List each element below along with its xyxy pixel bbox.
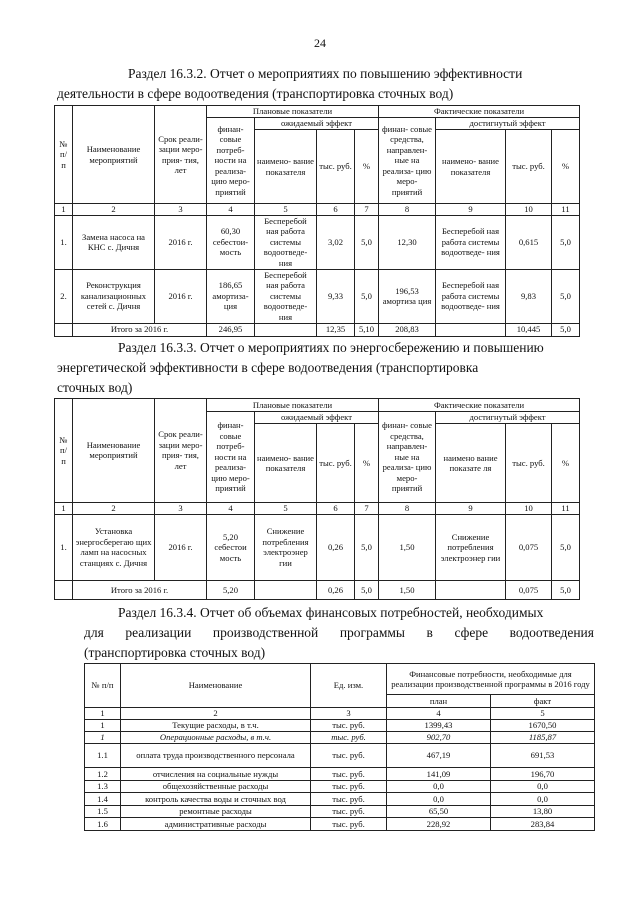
col-number: 11: [552, 502, 580, 514]
page-number: 24: [314, 36, 326, 50]
row-unit: тыс. руб.: [311, 805, 387, 818]
header-expected-effect: ожидаемый эффект: [255, 411, 379, 424]
table-row: [85, 780, 595, 793]
total-fin-funds: 1,50: [379, 580, 436, 599]
col-number: 7: [355, 204, 379, 216]
col-number: 4: [207, 204, 255, 216]
header-indicator-name: наимено- вание показателя: [255, 130, 317, 204]
row-rub: 9,33: [317, 269, 355, 323]
col-number: 8: [379, 502, 436, 514]
row-fact: 0,0: [491, 780, 595, 793]
row-name: Установка энергосберегаю щих ламп на насосных станциях с. Дичня: [73, 515, 155, 581]
col-number: 5: [255, 204, 317, 216]
table-row: [85, 768, 595, 781]
table-row: [55, 515, 580, 581]
row-no: 1: [85, 732, 121, 744]
row-achieved-effect: Бесперебой ная работа системы водоотведе- ния: [436, 269, 506, 323]
row-unit: тыс. руб.: [311, 818, 387, 831]
header-actual: Фактические показатели: [379, 399, 580, 412]
row-plan: 228,92: [387, 818, 491, 831]
row-fact: 1185,87: [491, 732, 595, 744]
row-pct-actual: 5,0: [552, 515, 580, 581]
row-year: 2016 г.: [155, 515, 207, 581]
row-fin-need: 5,20 себестои мость: [207, 515, 255, 581]
row-plan: 467,19: [387, 744, 491, 768]
total-fin-need: 246,95: [207, 323, 255, 336]
table-row: [85, 744, 595, 768]
col-number: 3: [155, 204, 207, 216]
section2-heading-line1: Раздел 16.3.3. Отчет о мероприятиях по энергосбережению и повышению: [118, 340, 544, 355]
row-no: 1.1: [85, 744, 121, 768]
row-year: 2016 г.: [155, 269, 207, 323]
header-percent: %: [355, 424, 379, 502]
header-name: Наименование мероприятий: [73, 399, 155, 503]
section1-heading-line1: Раздел 16.3.2. Отчет о мероприятиях по повышению эффективности: [128, 66, 523, 81]
total-fin-funds: 208,83: [379, 323, 436, 336]
col-number: 5: [491, 707, 595, 719]
col-number: 8: [379, 204, 436, 216]
row-no: 1.: [55, 515, 73, 581]
header-no: № п/ п: [55, 399, 73, 503]
row-fact: 1670,50: [491, 720, 595, 732]
row-fact: 283,84: [491, 818, 595, 831]
row-unit: тыс. руб.: [311, 732, 387, 744]
row-plan: 141,09: [387, 768, 491, 781]
total-rub-actual: 10,445: [506, 323, 552, 336]
header-name: Наименование: [121, 664, 311, 708]
total-label: Итого за 2016 г.: [73, 323, 207, 336]
row-fin-need: 60,30 себестои- мость: [207, 215, 255, 269]
row-no: 1.4: [85, 793, 121, 806]
row-fin-need: 186,65 амортиза- ция: [207, 269, 255, 323]
row-plan: 0,0: [387, 793, 491, 806]
row-pct: 5,0: [355, 215, 379, 269]
total-rub: 12,35: [317, 323, 355, 336]
total-rub-actual: 0,075: [506, 580, 552, 599]
col-number: 2: [121, 707, 311, 719]
header-percent-actual: %: [552, 130, 580, 204]
row-plan: 65,50: [387, 805, 491, 818]
total-row: [55, 323, 580, 336]
total-row: [55, 580, 580, 599]
header-unit: Ед. изм.: [311, 664, 387, 708]
row-fin-funds: 196,53 амортиза ция: [379, 269, 436, 323]
row-rub: 0,26: [317, 515, 355, 581]
row-achieved-effect: Снижение потребления электроэнер гии: [436, 515, 506, 581]
row-expected-effect: Бесперебой ная работа системы водоотведе- ния: [255, 269, 317, 323]
header-thousand-rub-actual: тыс. руб.: [506, 424, 552, 502]
table-row: [85, 720, 595, 732]
row-no: 1.6: [85, 818, 121, 831]
row-fact: 13,80: [491, 805, 595, 818]
row-rub: 3,02: [317, 215, 355, 269]
row-no: 2.: [55, 269, 73, 323]
header-name: Наименование мероприятий: [73, 106, 155, 204]
section2-table: [54, 398, 580, 600]
total-pct-actual: 5,0: [552, 323, 580, 336]
row-pct: 5,0: [355, 269, 379, 323]
table-row: [55, 269, 580, 323]
row-no: 1.2: [85, 768, 121, 781]
section3-table: [84, 663, 595, 831]
row-pct-actual: 5,0: [552, 269, 580, 323]
row-unit: тыс. руб.: [311, 768, 387, 781]
header-achieved-effect: достигнутый эффект: [436, 118, 580, 130]
row-expected-effect: Снижение потребления электроэнер гии: [255, 515, 317, 581]
row-rub-actual: 0,615: [506, 215, 552, 269]
col-number: 1: [55, 204, 73, 216]
col-number: 6: [317, 502, 355, 514]
header-thousand-rub: тыс. руб.: [317, 424, 355, 502]
section3-heading-line3: (транспортировка сточных вод): [84, 645, 266, 660]
row-pct: 5,0: [355, 515, 379, 581]
row-year: 2016 г.: [155, 215, 207, 269]
col-number: 11: [552, 204, 580, 216]
row-name: отчисления на социальные нужды: [121, 768, 311, 781]
header-financial-needs: Финансовые потребности, необходимые для реализации производственной программы в 2016 году: [387, 664, 595, 695]
total-pct: 5,0: [355, 580, 379, 599]
header-thousand-rub-actual: тыс. руб.: [506, 130, 552, 204]
row-name: ремонтные расходы: [121, 805, 311, 818]
header-thousand-rub: тыс. руб.: [317, 130, 355, 204]
section1-heading-line2: деятельности в сфере водоотведения (транспортировка сточных вод): [57, 86, 454, 101]
total-pct-actual: 5,0: [552, 580, 580, 599]
header-no: № п/ п: [55, 106, 73, 204]
total-fin-need: 5,20: [207, 580, 255, 599]
col-number: 6: [317, 204, 355, 216]
total-pct: 5,10: [355, 323, 379, 336]
row-plan: 0,0: [387, 780, 491, 793]
header-fin-need: финан- совые потреб- ности на реализа- цию меро- приятий: [207, 411, 255, 502]
header-achieved-effect: достигнутый эффект: [436, 411, 580, 424]
row-unit: тыс. руб.: [311, 780, 387, 793]
row-achieved-effect: Бесперебой ная работа системы водоотведе- ния: [436, 215, 506, 269]
header-fin-funds: финан- совые средства, направлен- ные на реализа- цию меро- приятий: [379, 118, 436, 204]
header-fin-need: финан- совые потреб- ности на реализа- цию меро- приятий: [207, 118, 255, 204]
col-number: 7: [355, 502, 379, 514]
section3-heading-line2: для реализации производственной программы в сфере водоотведения: [84, 625, 594, 640]
table-row: [85, 805, 595, 818]
header-percent: %: [355, 130, 379, 204]
col-number: 2: [73, 502, 155, 514]
row-name: Операционные расходы, в т.ч.: [121, 732, 311, 744]
row-no: 1.: [55, 215, 73, 269]
header-fact: факт: [491, 695, 595, 708]
row-no: 1: [85, 720, 121, 732]
section3-heading-line1: Раздел 16.3.4. Отчет об объемах финансовых потребностей, необходимых: [118, 605, 544, 620]
header-indicator-name: наимено- вание показателя: [255, 424, 317, 502]
row-expected-effect: Бесперебой ная работа системы водоотведе- ния: [255, 215, 317, 269]
col-number: 10: [506, 502, 552, 514]
col-number: 10: [506, 204, 552, 216]
row-name: контроль качества воды и сточных вод: [121, 793, 311, 806]
section2-heading-line3: сточных вод): [57, 380, 133, 395]
row-unit: тыс. руб.: [311, 744, 387, 768]
header-planned: Плановые показатели: [207, 399, 379, 412]
section1-table: [54, 105, 580, 337]
row-name: оплата труда производственного персонала: [121, 744, 311, 768]
col-number: 4: [207, 502, 255, 514]
row-unit: тыс. руб.: [311, 793, 387, 806]
col-number: 3: [311, 707, 387, 719]
total-label: Итого за 2016 г.: [73, 580, 207, 599]
row-name: Замена насоса на КНС с. Дичня: [73, 215, 155, 269]
col-number: 2: [73, 204, 155, 216]
header-term: Срок реали- зации меро- прия- тия, лет: [155, 399, 207, 503]
header-indicator-name-actual: наимено- вание показателя: [436, 130, 506, 204]
row-name: Реконструкция канализационных сетей с. Дичня: [73, 269, 155, 323]
col-number: 1: [85, 707, 121, 719]
row-fact: 0,0: [491, 793, 595, 806]
header-no: № п/п: [85, 664, 121, 708]
row-plan: 902,70: [387, 732, 491, 744]
row-rub-actual: 0,075: [506, 515, 552, 581]
header-fin-funds: финан- совые средства, направлен- ные на реализа- цию меро- приятий: [379, 411, 436, 502]
col-number: 9: [436, 204, 506, 216]
row-fin-funds: 1,50: [379, 515, 436, 581]
row-plan: 1399,43: [387, 720, 491, 732]
row-fact: 196,70: [491, 768, 595, 781]
section2-heading-line2: энергетической эффективности в сфере водоотведения (транспортировка: [57, 360, 479, 375]
row-name: общехозяйственные расходы: [121, 780, 311, 793]
col-number: 3: [155, 502, 207, 514]
table-row: [55, 215, 580, 269]
row-name: административные расходы: [121, 818, 311, 831]
row-pct-actual: 5,0: [552, 215, 580, 269]
header-expected-effect: ожидаемый эффект: [255, 118, 379, 130]
col-number: 1: [55, 502, 73, 514]
header-plan: план: [387, 695, 491, 708]
row-unit: тыс. руб.: [311, 720, 387, 732]
col-number: 5: [255, 502, 317, 514]
row-fact: 691,53: [491, 744, 595, 768]
row-name: Текущие расходы, в т.ч.: [121, 720, 311, 732]
header-actual: Фактические показатели: [379, 106, 580, 118]
row-fin-funds: 12,30: [379, 215, 436, 269]
row-no: 1.5: [85, 805, 121, 818]
table-row: [85, 818, 595, 831]
header-indicator-name-actual: наимено вание показате ля: [436, 424, 506, 502]
table-row: [85, 793, 595, 806]
total-rub: 0,26: [317, 580, 355, 599]
col-number: 4: [387, 707, 491, 719]
header-term: Срок реали- зации меро- прия- тия, лет: [155, 106, 207, 204]
col-number: 9: [436, 502, 506, 514]
header-planned: Плановые показатели: [207, 106, 379, 118]
row-rub-actual: 9,83: [506, 269, 552, 323]
table-row: [85, 732, 595, 744]
header-percent-actual: %: [552, 424, 580, 502]
row-no: 1.3: [85, 780, 121, 793]
